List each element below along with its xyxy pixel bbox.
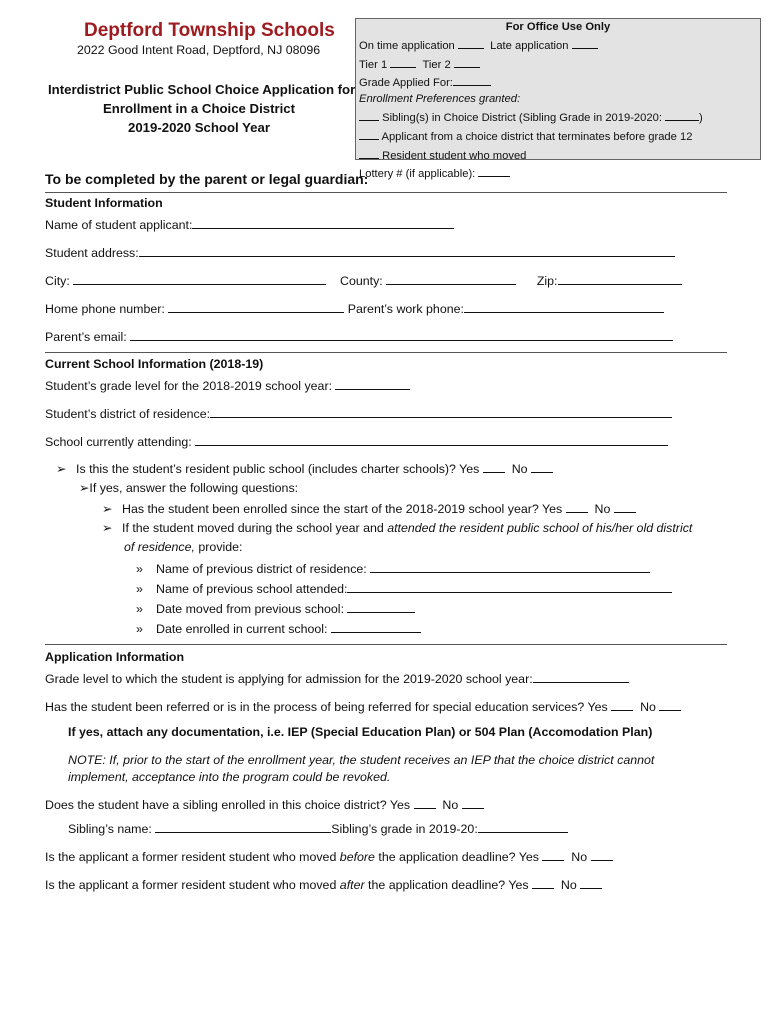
district-row: [45, 405, 672, 421]
application-heading: Application Information: [45, 650, 185, 664]
moved-question-b: attended the resident public school of his/her old district: [387, 521, 693, 535]
enrolled-no-label: No: [594, 502, 611, 516]
former-before-keyword: before: [339, 850, 375, 864]
divider: [45, 352, 727, 353]
if-yes-label: If yes, answer the following questions:: [89, 481, 299, 495]
resident-question-label: Is this the student’s resident public school (includes charter schools)? Yes: [76, 462, 480, 476]
former-before-yes-blank[interactable]: [542, 848, 564, 861]
application-title-line-1: Interdistrict Public School Choice Application for: [48, 82, 356, 97]
date-enrolled-row: [136, 620, 421, 636]
date-moved-field[interactable]: [347, 600, 415, 613]
office-timing-line: [356, 36, 760, 55]
sibling-name-label: Sibling’s name:: [68, 822, 152, 836]
moved-question-cont: [124, 540, 243, 554]
pref-sibling-line: Sibling(s) in Choice District (Sibling Grade in 2019-2020: ): [356, 108, 760, 127]
lottery-line: [356, 164, 760, 183]
zip-label: Zip:: [536, 274, 558, 288]
sibling-no-blank[interactable]: [462, 796, 484, 809]
school-name: Deptford Township Schools: [84, 20, 335, 41]
work-phone-label: Parent’s work phone:: [347, 302, 464, 316]
former-after-no-label: No: [560, 878, 577, 892]
pref-terminating-check[interactable]: [359, 127, 379, 140]
sibling-grade-label: Sibling’s grade in 2019-20:: [331, 822, 478, 836]
former-before-no-blank[interactable]: [591, 848, 613, 861]
resident-no-label: No: [511, 462, 528, 476]
date-moved-label: Date moved from previous school:: [156, 602, 345, 616]
city-field[interactable]: [73, 272, 326, 285]
apply-grade-row: [45, 670, 629, 686]
former-before-label-a: Is the applicant a former resident student who moved: [45, 850, 337, 864]
grade-applied-blank[interactable]: [453, 73, 491, 86]
divider: [45, 644, 727, 645]
arrow-bullet-icon: ➢: [102, 521, 113, 535]
prev-school-field[interactable]: [347, 580, 672, 593]
email-row: [45, 328, 673, 344]
on-time-label: On time application: [359, 39, 455, 52]
sibling-no-label: No: [442, 798, 459, 812]
divider: [45, 192, 727, 193]
school-row: [45, 433, 668, 449]
prev-school-row: [136, 580, 672, 596]
work-phone-field[interactable]: [464, 300, 664, 313]
current-grade-label: Student’s grade level for the 2018-2019 school year:: [45, 379, 333, 393]
pref-resident-check[interactable]: [359, 146, 379, 159]
arrow-bullet-icon: ➢: [56, 462, 67, 476]
school-field[interactable]: [195, 433, 668, 446]
pref-sibling-label: Sibling(s) in Choice District (Sibling Grade in 2019-2020:: [382, 111, 662, 124]
special-ed-no-blank[interactable]: [659, 698, 681, 711]
moved-question-c: of residence,: [124, 540, 195, 554]
apply-grade-field[interactable]: [533, 670, 629, 683]
office-use-title: For Office Use Only: [505, 21, 611, 33]
special-ed-no-label: No: [640, 700, 656, 714]
pref-resident-label: Resident student who moved: [382, 149, 527, 162]
home-phone-label: Home phone number:: [45, 302, 165, 316]
date-moved-row: [136, 600, 415, 616]
city-row: [45, 272, 682, 288]
special-ed-label: Has the student been referred or is in the process of being referred for special education services? Yes: [45, 700, 608, 714]
sibling-name-field[interactable]: [155, 820, 331, 833]
district-label: Student’s district of residence:: [45, 407, 211, 421]
date-enrolled-label: Date enrolled in current school:: [156, 622, 328, 636]
pref-terminating-line: [356, 127, 760, 146]
school-address: 2022 Good Intent Road, Deptford, NJ 08096: [77, 43, 321, 57]
arrow-bullet-icon: ➢: [102, 502, 113, 516]
enrollment-prefs-label: Enrollment Preferences granted:: [359, 93, 521, 106]
if-yes-line: [79, 480, 298, 495]
note-line-1: NOTE: If, prior to the start of the enrollment year, the student receives an IEP that the choice district cannot: [68, 753, 655, 767]
former-after-label-a: Is the applicant a former resident student who moved: [45, 878, 337, 892]
former-after-yes-blank[interactable]: [532, 876, 554, 889]
apply-grade-label: Grade level to which the student is applying for admission for the 2019-2020 school year:: [45, 672, 533, 686]
arrow-bullet-icon: ➢: [79, 481, 90, 495]
former-before-row: [45, 848, 613, 864]
moved-question: [102, 520, 692, 535]
student-name-field[interactable]: [192, 216, 454, 229]
pref-sibling-check[interactable]: [359, 108, 379, 121]
tier1-blank[interactable]: [390, 55, 416, 68]
special-ed-row: [45, 698, 681, 714]
prev-district-field[interactable]: [370, 560, 650, 573]
county-label: County:: [340, 274, 383, 288]
date-enrolled-field[interactable]: [331, 620, 421, 633]
phone-row: [45, 300, 664, 316]
pref-resident-line: [356, 146, 760, 165]
application-title-line-3: 2019-2020 School Year: [128, 120, 270, 135]
city-label: City:: [45, 274, 70, 288]
tier2-blank[interactable]: [454, 55, 480, 68]
enrolled-yes-blank[interactable]: [566, 500, 588, 513]
county-field[interactable]: [386, 272, 516, 285]
attach-instruction: If yes, attach any documentation, i.e. IEP (Special Education Plan) or 504 Plan (Accomodation Plan): [68, 725, 653, 739]
student-name-row: [45, 216, 454, 232]
guillemet-bullet-icon: »: [136, 602, 143, 616]
prev-district-row: [136, 560, 650, 576]
student-address-field[interactable]: [139, 244, 675, 257]
former-after-keyword: after: [339, 878, 365, 892]
late-blank[interactable]: [572, 36, 598, 49]
enrolled-question: [102, 500, 636, 516]
student-address-label: Student address:: [45, 246, 139, 260]
note-line-2: implement, acceptance into the program could be revoked.: [68, 770, 391, 784]
student-info-heading: Student Information: [45, 196, 163, 210]
pref-sibling-grade-blank[interactable]: [665, 108, 699, 121]
tier2-label: Tier 2: [422, 58, 451, 71]
special-ed-yes-blank[interactable]: [611, 698, 633, 711]
office-grade-line: [356, 73, 760, 92]
lottery-label: Lottery # (if applicable):: [359, 168, 476, 181]
moved-question-d: provide:: [198, 540, 243, 554]
former-after-no-blank[interactable]: [580, 876, 602, 889]
current-grade-field[interactable]: [335, 377, 410, 390]
sibling-question-label: Does the student have a sibling enrolled in this choice district? Yes: [45, 798, 411, 812]
sibling-grade-field[interactable]: [478, 820, 568, 833]
pref-terminating-label: Applicant from a choice district that terminates before grade 12: [381, 130, 693, 143]
former-after-row: [45, 876, 602, 892]
prev-school-label: Name of previous school attended:: [156, 582, 348, 596]
prev-district-label: Name of previous district of residence:: [156, 562, 367, 576]
district-field[interactable]: [210, 405, 672, 418]
guillemet-bullet-icon: »: [136, 622, 143, 636]
tier1-label: Tier 1: [359, 58, 388, 71]
student-name-label: Name of student applicant:: [45, 218, 193, 232]
zip-field[interactable]: [558, 272, 682, 285]
former-before-no-label: No: [571, 850, 588, 864]
office-use-box: [355, 18, 761, 181]
resident-school-question: [56, 460, 553, 476]
former-after-label-b: the application deadline? Yes: [368, 878, 529, 892]
current-school-heading: Current School Information (2018-19): [45, 357, 264, 371]
school-label: School currently attending:: [45, 435, 192, 449]
sibling-question-row: [45, 796, 484, 812]
enrolled-no-blank[interactable]: [614, 500, 636, 513]
grade-applied-label: Grade Applied For:: [359, 77, 453, 90]
application-title: [48, 80, 356, 137]
late-label: Late application: [490, 39, 569, 52]
guillemet-bullet-icon: »: [136, 562, 143, 576]
sibling-name-row: [68, 820, 568, 836]
on-time-blank[interactable]: [458, 36, 484, 49]
student-address-row: [45, 244, 675, 260]
enrolled-question-label: Has the student been enrolled since the start of the 2018-2019 school year? Yes: [122, 502, 563, 516]
former-before-label-b: the application deadline? Yes: [378, 850, 539, 864]
moved-question-a: If the student moved during the school year and: [122, 521, 384, 535]
parent-heading: To be completed by the parent or legal guardian:: [45, 171, 369, 187]
office-tier-line: [356, 55, 760, 74]
lottery-blank[interactable]: [478, 164, 510, 177]
email-field[interactable]: [130, 328, 673, 341]
current-grade-row: [45, 377, 410, 393]
home-phone-field[interactable]: [168, 300, 344, 313]
sibling-yes-blank[interactable]: [414, 796, 436, 809]
guillemet-bullet-icon: »: [136, 582, 143, 596]
application-title-line-2: Enrollment in a Choice District: [103, 101, 295, 116]
resident-no-blank[interactable]: [531, 460, 553, 473]
resident-yes-blank[interactable]: [483, 460, 505, 473]
email-label: Parent’s email:: [45, 330, 127, 344]
